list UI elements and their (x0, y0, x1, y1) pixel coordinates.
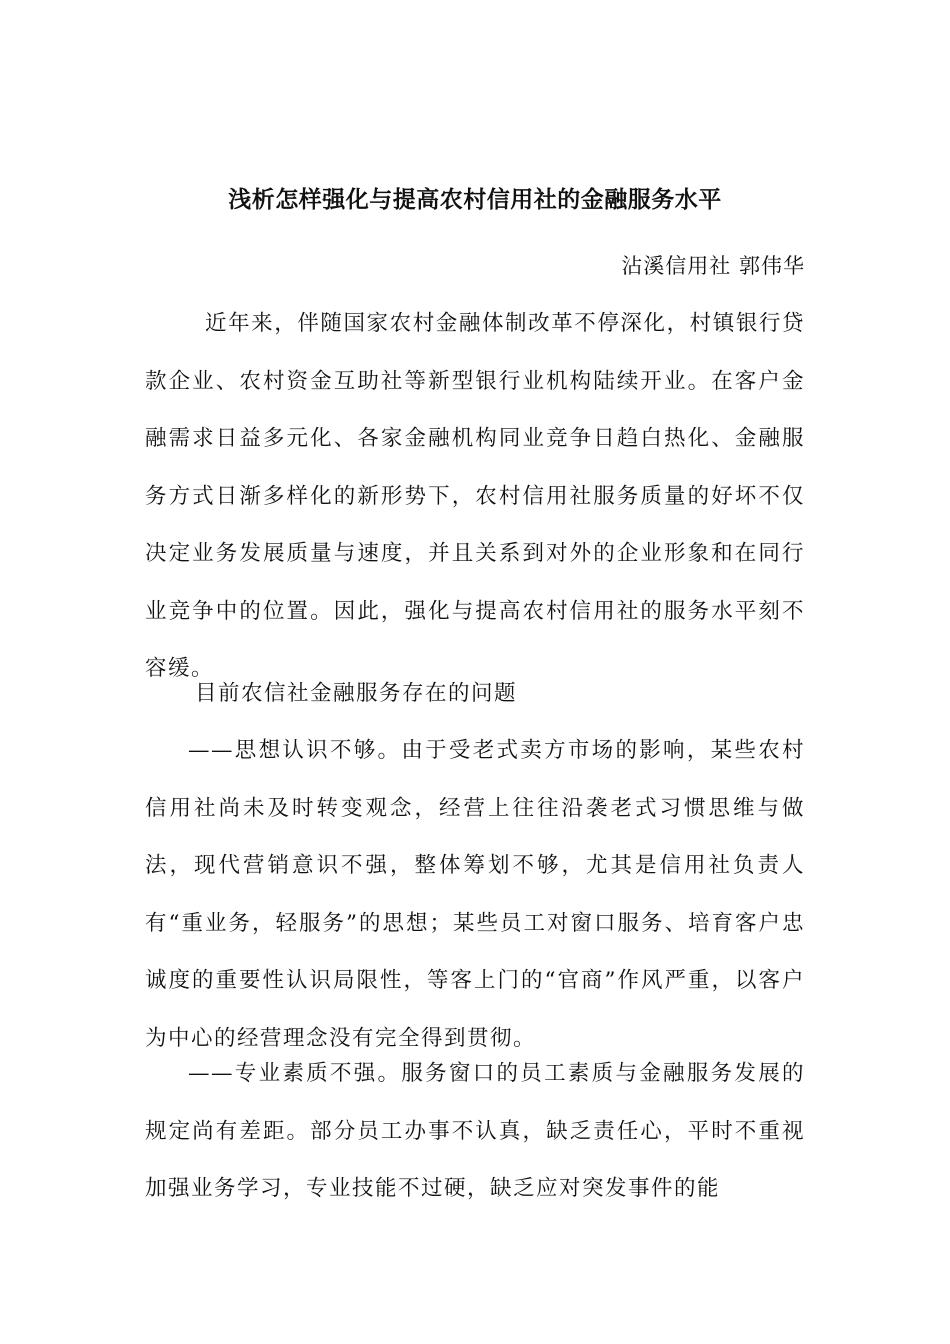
document-title: 浅析怎样强化与提高农村信用社的金融服务水平 (228, 187, 722, 213)
author-line: 沾溪信用社 郭伟华 (621, 254, 805, 278)
paragraph-intro: 近年来，伴随国家农村金融体制改革不停深化，村镇银行贷款企业、农村资金互助社等新型银行业机构陆续开业。在客户金融需求日益多元化、各家金融机构同业竞争日趋白热化、金融服务方式日渐多样化的新形势下，农村信用社服务质量的好坏不仅决定业务发展质量与速度，并且关系到对外的企业形象和在同行业竞争中的位置。因此，强化与提高农村信用社的服务水平刻不容缓。 (145, 311, 805, 681)
paragraph-awareness: ——思想认识不够。由于受老式卖方市场的影响，某些农村信用社尚未及时转变观念，经营上往往沿袭老式习惯思维与做法，现代营销意识不强，整体筹划不够，尤其是信用社负责人有“重业务，轻服务”的思想；某些员工对窗口服务、培育客户忠诚度的重要性认识局限性，等客上门的“官商”作风严重，以客户为中心的经营理念没有完全得到贯彻。 (145, 738, 805, 1051)
section-heading-problems: 目前农信社金融服务存在的问题 (195, 681, 518, 706)
paragraph-professional-quality: ——专业素质不强。服务窗口的员工素质与金融服务发展的规定尚有差距。部分员工办事不认真，缺乏责任心，平时不重视加强业务学习，专业技能不过硬，缺乏应对突发事件的能 (145, 1061, 805, 1201)
